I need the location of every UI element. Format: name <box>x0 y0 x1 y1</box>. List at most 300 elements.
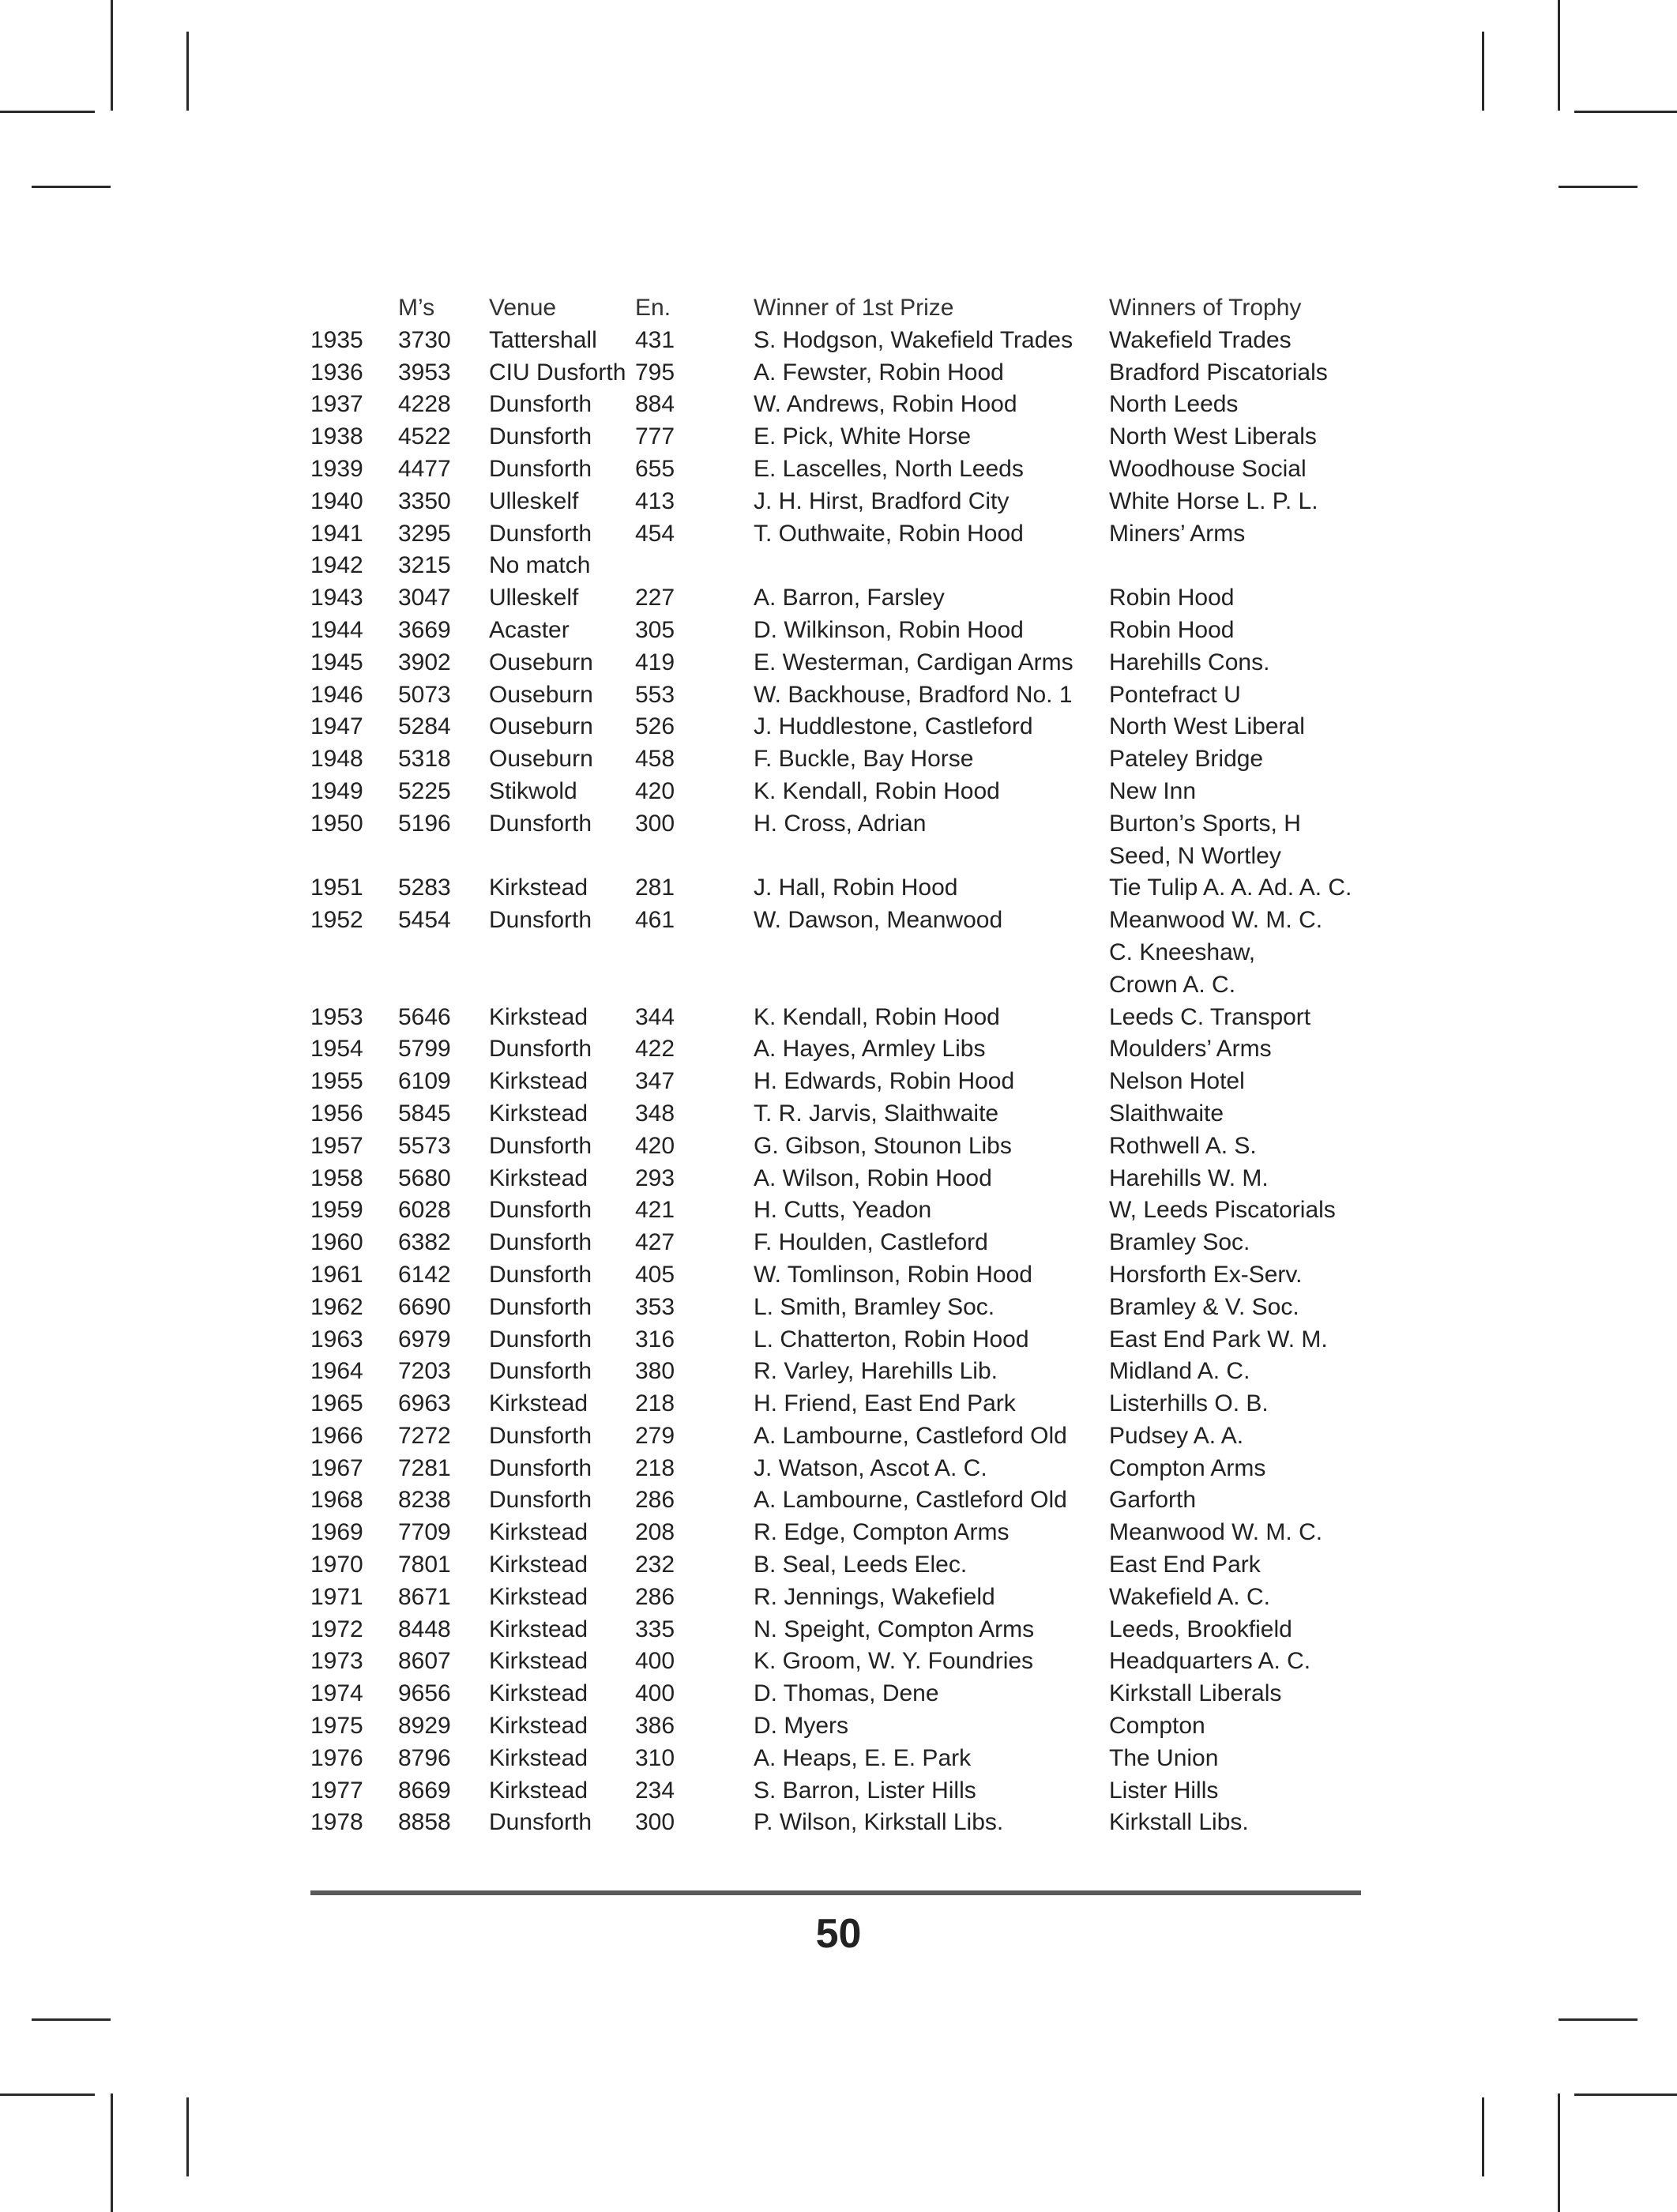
year-cell: 1946 <box>310 681 363 708</box>
trophy-cell: Moulders’ Arms <box>1109 1036 1272 1063</box>
table-row <box>310 1549 1369 1582</box>
ms-cell: 7203 <box>398 1358 451 1385</box>
table-row <box>310 1420 1369 1453</box>
crop-mark <box>1482 32 1484 111</box>
venue-cell: Dunsforth <box>489 1036 592 1063</box>
trophy-cell: Midland A. C. <box>1109 1358 1250 1385</box>
trophy-cell: Tie Tulip A. A. Ad. A. C. <box>1109 875 1352 901</box>
winner-cell: T. Outhwaite, Robin Hood <box>754 520 1024 547</box>
ms-cell: 8669 <box>398 1777 451 1804</box>
table-row <box>310 841 1369 873</box>
table-row <box>310 969 1369 1002</box>
ms-cell: 8929 <box>398 1713 451 1740</box>
year-cell: 1968 <box>310 1487 363 1514</box>
trophy-cell: Pontefract U <box>1109 681 1241 708</box>
ms-cell: 9656 <box>398 1680 451 1707</box>
year-cell: 1947 <box>310 713 363 740</box>
winner-cell: A. Wilson, Robin Hood <box>754 1164 992 1191</box>
table-row <box>310 325 1369 357</box>
crop-mark <box>1559 2018 1638 2021</box>
crop-mark <box>186 32 189 111</box>
entries-cell: 234 <box>635 1777 675 1804</box>
winner-cell: E. Lascelles, North Leeds <box>754 455 1024 482</box>
entries-cell: 347 <box>635 1068 675 1095</box>
table-row <box>310 1743 1369 1775</box>
ms-cell: 5454 <box>398 907 451 934</box>
year-cell: 1958 <box>310 1164 363 1191</box>
table-row <box>310 1194 1369 1227</box>
trophy-cell: W, Leeds Piscatorials <box>1109 1197 1336 1224</box>
trophy-cell: Bramley Soc. <box>1109 1229 1250 1256</box>
ms-cell: 5680 <box>398 1164 451 1191</box>
crop-mark <box>0 111 95 113</box>
venue-cell: Dunsforth <box>489 1261 592 1288</box>
year-cell: 1935 <box>310 326 363 353</box>
winner-cell: D. Thomas, Dene <box>754 1680 939 1707</box>
entries-cell: 227 <box>635 585 675 611</box>
venue-cell: Kirkstead <box>489 1680 588 1707</box>
trophy-cell: Pateley Bridge <box>1109 746 1264 773</box>
winner-cell: F. Buckle, Bay Horse <box>754 746 974 773</box>
trophy-cell: C. Kneeshaw, <box>1109 939 1256 965</box>
ms-cell: 5845 <box>398 1100 451 1127</box>
ms-cell: 8796 <box>398 1744 451 1771</box>
trophy-cell: Slaithwaite <box>1109 1100 1224 1127</box>
venue-cell: Dunsforth <box>489 1809 592 1836</box>
trophy-cell: Burton’s Sports, H <box>1109 810 1301 837</box>
trophy-cell: New Inn <box>1109 777 1197 804</box>
year-cell: 1974 <box>310 1680 363 1707</box>
table-row <box>310 389 1369 421</box>
table-row <box>310 1453 1369 1485</box>
trophy-cell: Headquarters A. C. <box>1109 1648 1311 1675</box>
entries-cell: 454 <box>635 520 675 547</box>
venue-cell: Acaster <box>489 616 570 643</box>
ms-cell: 8448 <box>398 1616 451 1642</box>
year-cell: 1942 <box>310 552 363 579</box>
trophy-cell: Garforth <box>1109 1487 1197 1514</box>
year-cell: 1943 <box>310 585 363 611</box>
venue-cell: Dunsforth <box>489 1293 592 1320</box>
winner-cell: A. Hayes, Armley Libs <box>754 1036 986 1063</box>
column-header-venue: Venue <box>489 295 557 321</box>
ms-cell: 6382 <box>398 1229 451 1256</box>
entries-cell: 413 <box>635 487 675 514</box>
trophy-cell: The Union <box>1109 1744 1219 1771</box>
venue-cell: Ouseburn <box>489 746 593 773</box>
winner-cell: H. Friend, East End Park <box>754 1390 1016 1417</box>
table-row <box>310 1517 1369 1549</box>
trophy-cell: Pudsey A. A. <box>1109 1422 1244 1449</box>
trophy-cell: East End Park <box>1109 1552 1261 1578</box>
trophy-cell: Wakefield A. C. <box>1109 1583 1270 1610</box>
venue-cell: Dunsforth <box>489 1358 592 1385</box>
winner-cell: A. Lambourne, Castleford Old <box>754 1487 1067 1514</box>
entries-cell: 316 <box>635 1326 675 1352</box>
ms-cell: 7281 <box>398 1454 451 1481</box>
table-row <box>310 808 1369 841</box>
year-cell: 1971 <box>310 1583 363 1610</box>
ms-cell: 6979 <box>398 1326 451 1352</box>
winner-cell: D. Myers <box>754 1713 848 1740</box>
ms-cell: 4522 <box>398 423 451 450</box>
year-cell: 1960 <box>310 1229 363 1256</box>
year-cell: 1969 <box>310 1519 363 1546</box>
year-cell: 1959 <box>310 1197 363 1224</box>
entries-cell: 420 <box>635 777 675 804</box>
venue-cell: Kirkstead <box>489 1713 588 1740</box>
winner-cell: K. Groom, W. Y. Foundries <box>754 1648 1034 1675</box>
winner-cell: H. Cross, Adrian <box>754 810 927 837</box>
venue-cell: Kirkstead <box>489 1164 588 1191</box>
ms-cell: 5646 <box>398 1003 451 1030</box>
trophy-cell: Harehills W. M. <box>1109 1164 1269 1191</box>
year-cell: 1953 <box>310 1003 363 1030</box>
table-row <box>310 1066 1369 1098</box>
crop-mark <box>32 186 111 188</box>
ms-cell: 5318 <box>398 746 451 773</box>
year-cell: 1967 <box>310 1454 363 1481</box>
year-cell: 1957 <box>310 1132 363 1159</box>
column-header-trophy: Winners of Trophy <box>1109 295 1302 321</box>
crop-mark <box>1574 2094 1677 2096</box>
ms-cell: 5284 <box>398 713 451 740</box>
venue-cell: Dunsforth <box>489 423 592 450</box>
ms-cell: 7709 <box>398 1519 451 1546</box>
table-row <box>310 743 1369 776</box>
trophy-cell: Rothwell A. S. <box>1109 1132 1257 1159</box>
ms-cell: 5573 <box>398 1132 451 1159</box>
table-row <box>310 1614 1369 1646</box>
venue-cell: Kirkstead <box>489 1552 588 1578</box>
entries-cell: 380 <box>635 1358 675 1385</box>
trophy-cell: Nelson Hotel <box>1109 1068 1245 1095</box>
entries-cell: 300 <box>635 1809 675 1836</box>
venue-cell: Dunsforth <box>489 1132 592 1159</box>
entries-cell: 553 <box>635 681 675 708</box>
winner-cell: E. Westerman, Cardigan Arms <box>754 649 1074 675</box>
winner-cell: W. Backhouse, Bradford No. 1 <box>754 681 1073 708</box>
winner-cell: D. Wilkinson, Robin Hood <box>754 616 1024 643</box>
year-cell: 1938 <box>310 423 363 450</box>
winner-cell: A. Barron, Farsley <box>754 585 945 611</box>
venue-cell: Ulleskelf <box>489 585 579 611</box>
table-row <box>310 937 1369 969</box>
winner-cell: A. Heaps, E. E. Park <box>754 1744 972 1771</box>
table-row <box>310 1388 1369 1420</box>
winner-cell: S. Barron, Lister Hills <box>754 1777 976 1804</box>
entries-cell: 461 <box>635 907 675 934</box>
table-row <box>310 711 1369 743</box>
entries-cell: 232 <box>635 1552 675 1578</box>
winner-cell: L. Chatterton, Robin Hood <box>754 1326 1029 1352</box>
crop-mark <box>1558 2094 1560 2212</box>
ms-cell: 5225 <box>398 777 451 804</box>
winner-cell: W. Andrews, Robin Hood <box>754 391 1017 418</box>
ms-cell: 4228 <box>398 391 451 418</box>
venue-cell: Dunsforth <box>489 1454 592 1481</box>
winner-cell: L. Smith, Bramley Soc. <box>754 1293 995 1320</box>
venue-cell: Kirkstead <box>489 1777 588 1804</box>
trophy-cell: Horsforth Ex-Serv. <box>1109 1261 1303 1288</box>
entries-cell: 405 <box>635 1261 675 1288</box>
winner-cell: R. Varley, Harehills Lib. <box>754 1358 998 1385</box>
ms-cell: 6109 <box>398 1068 451 1095</box>
year-cell: 1940 <box>310 487 363 514</box>
winner-cell: J. H. Hirst, Bradford City <box>754 487 1010 514</box>
trophy-cell: Bradford Piscatorials <box>1109 359 1328 386</box>
winner-cell: K. Kendall, Robin Hood <box>754 777 1000 804</box>
venue-cell: Dunsforth <box>489 1422 592 1449</box>
entries-cell: 208 <box>635 1519 675 1546</box>
venue-cell: Dunsforth <box>489 1229 592 1256</box>
venue-cell: Kirkstead <box>489 1648 588 1675</box>
entries-cell: 458 <box>635 746 675 773</box>
ms-cell: 3953 <box>398 359 451 386</box>
column-header-row <box>310 292 1369 325</box>
crop-mark <box>32 2018 111 2021</box>
venue-cell: Ouseburn <box>489 649 593 675</box>
table-row <box>310 1002 1369 1034</box>
trophy-cell: Kirkstall Liberals <box>1109 1680 1282 1707</box>
winner-cell: A. Fewster, Robin Hood <box>754 359 1004 386</box>
trophy-cell: Leeds C. Transport <box>1109 1003 1311 1030</box>
venue-cell: Dunsforth <box>489 1197 592 1224</box>
table-row <box>310 582 1369 615</box>
entries-cell: 286 <box>635 1487 675 1514</box>
winner-cell: K. Kendall, Robin Hood <box>754 1003 1000 1030</box>
year-cell: 1964 <box>310 1358 363 1385</box>
table-row <box>310 1033 1369 1066</box>
trophy-cell: North Leeds <box>1109 391 1239 418</box>
entries-cell: 218 <box>635 1390 675 1417</box>
trophy-cell: Compton <box>1109 1713 1205 1740</box>
entries-cell: 400 <box>635 1680 675 1707</box>
venue-cell: Kirkstead <box>489 1583 588 1610</box>
trophy-cell: Compton Arms <box>1109 1454 1266 1481</box>
winner-cell: B. Seal, Leeds Elec. <box>754 1552 968 1578</box>
winner-cell: P. Wilson, Kirkstall Libs. <box>754 1809 1004 1836</box>
table-row <box>310 905 1369 937</box>
trophy-cell: Leeds, Brookfield <box>1109 1616 1292 1642</box>
trophy-cell: Woodhouse Social <box>1109 455 1307 482</box>
trophy-cell: Robin Hood <box>1109 616 1235 643</box>
venue-cell: Dunsforth <box>489 455 592 482</box>
trophy-cell: Wakefield Trades <box>1109 326 1292 353</box>
winner-cell: E. Pick, White Horse <box>754 423 972 450</box>
year-cell: 1941 <box>310 520 363 547</box>
trophy-cell: Listerhills O. B. <box>1109 1390 1269 1417</box>
entries-cell: 526 <box>635 713 675 740</box>
table-row <box>310 1098 1369 1130</box>
winner-cell: J. Watson, Ascot A. C. <box>754 1454 987 1481</box>
entries-cell: 353 <box>635 1293 675 1320</box>
year-cell: 1949 <box>310 777 363 804</box>
year-cell: 1952 <box>310 907 363 934</box>
ms-cell: 8238 <box>398 1487 451 1514</box>
ms-cell: 6690 <box>398 1293 451 1320</box>
ms-cell: 3902 <box>398 649 451 675</box>
ms-cell: 5283 <box>398 875 451 901</box>
venue-cell: Kirkstead <box>489 1100 588 1127</box>
venue-cell: Ouseburn <box>489 713 593 740</box>
table-row <box>310 1259 1369 1292</box>
table-row <box>310 1678 1369 1710</box>
entries-cell: 431 <box>635 326 675 353</box>
year-cell: 1944 <box>310 616 363 643</box>
ms-cell: 4477 <box>398 455 451 482</box>
trophy-cell: Lister Hills <box>1109 1777 1219 1804</box>
table-row <box>310 1292 1369 1324</box>
winner-cell: H. Edwards, Robin Hood <box>754 1068 1015 1095</box>
venue-cell: Kirkstead <box>489 1616 588 1642</box>
ms-cell: 7272 <box>398 1422 451 1449</box>
year-cell: 1945 <box>310 649 363 675</box>
venue-cell: Dunsforth <box>489 810 592 837</box>
table-row <box>310 518 1369 551</box>
venue-cell: Kirkstead <box>489 1519 588 1546</box>
crop-mark <box>111 2094 113 2212</box>
table-row <box>310 1646 1369 1678</box>
year-cell: 1977 <box>310 1777 363 1804</box>
trophy-cell: North West Liberals <box>1109 423 1317 450</box>
venue-cell: Dunsforth <box>489 1326 592 1352</box>
ms-cell: 3215 <box>398 552 451 579</box>
trophy-cell: White Horse L. P. L. <box>1109 487 1318 514</box>
entries-cell: 310 <box>635 1744 675 1771</box>
ms-cell: 6142 <box>398 1261 451 1288</box>
trophy-cell: Harehills Cons. <box>1109 649 1270 675</box>
trophy-cell: Miners’ Arms <box>1109 520 1246 547</box>
table-row <box>310 872 1369 905</box>
entries-cell: 422 <box>635 1036 675 1063</box>
trophy-cell: Bramley & V. Soc. <box>1109 1293 1299 1320</box>
venue-cell: Kirkstead <box>489 1744 588 1771</box>
entries-cell: 218 <box>635 1454 675 1481</box>
ms-cell: 5799 <box>398 1036 451 1063</box>
ms-cell: 6963 <box>398 1390 451 1417</box>
year-cell: 1939 <box>310 455 363 482</box>
ms-cell: 8607 <box>398 1648 451 1675</box>
trophy-cell: Meanwood W. M. C. <box>1109 1519 1323 1546</box>
table-row <box>310 1710 1369 1743</box>
year-cell: 1978 <box>310 1809 363 1836</box>
venue-cell: Ulleskelf <box>489 487 579 514</box>
entries-cell: 286 <box>635 1583 675 1610</box>
table-row <box>310 421 1369 453</box>
venue-cell: Dunsforth <box>489 907 592 934</box>
table-row <box>310 486 1369 518</box>
winner-cell: J. Huddlestone, Castleford <box>754 713 1033 740</box>
entries-cell: 655 <box>635 455 675 482</box>
table-row <box>310 776 1369 808</box>
year-cell: 1970 <box>310 1552 363 1578</box>
ms-cell: 6028 <box>398 1197 451 1224</box>
winner-cell: R. Jennings, Wakefield <box>754 1583 995 1610</box>
winner-cell: J. Hall, Robin Hood <box>754 875 958 901</box>
trophy-cell: East End Park W. M. <box>1109 1326 1328 1352</box>
table-row <box>310 647 1369 679</box>
entries-cell: 279 <box>635 1422 675 1449</box>
year-cell: 1972 <box>310 1616 363 1642</box>
entries-cell: 386 <box>635 1713 675 1740</box>
crop-mark <box>1482 2097 1484 2176</box>
table-row <box>310 357 1369 389</box>
venue-cell: CIU Dusforth <box>489 359 626 386</box>
winner-cell: S. Hodgson, Wakefield Trades <box>754 326 1074 353</box>
ms-cell: 3350 <box>398 487 451 514</box>
page-number: 50 <box>815 1911 862 1957</box>
trophy-cell: North West Liberal <box>1109 713 1305 740</box>
venue-cell: Dunsforth <box>489 520 592 547</box>
records-table <box>310 292 1369 1839</box>
year-cell: 1965 <box>310 1390 363 1417</box>
ms-cell: 3669 <box>398 616 451 643</box>
crop-mark <box>0 2094 95 2096</box>
winner-cell: A. Lambourne, Castleford Old <box>754 1422 1067 1449</box>
venue-cell: Kirkstead <box>489 1068 588 1095</box>
entries-cell: 293 <box>635 1164 675 1191</box>
crop-mark <box>186 2097 189 2176</box>
venue-cell: Kirkstead <box>489 1003 588 1030</box>
trophy-cell: Robin Hood <box>1109 585 1235 611</box>
column-header-entries: En. <box>635 295 671 321</box>
crop-mark <box>1558 0 1560 111</box>
trophy-cell: Kirkstall Libs. <box>1109 1809 1249 1836</box>
entries-cell: 427 <box>635 1229 675 1256</box>
year-cell: 1954 <box>310 1036 363 1063</box>
year-cell: 1955 <box>310 1068 363 1095</box>
trophy-cell: Crown A. C. <box>1109 971 1236 998</box>
year-cell: 1975 <box>310 1713 363 1740</box>
winner-cell: R. Edge, Compton Arms <box>754 1519 1010 1546</box>
table-row <box>310 679 1369 712</box>
ms-cell: 3730 <box>398 326 451 353</box>
year-cell: 1961 <box>310 1261 363 1288</box>
year-cell: 1962 <box>310 1293 363 1320</box>
winner-cell: N. Speight, Compton Arms <box>754 1616 1035 1642</box>
entries-cell: 421 <box>635 1197 675 1224</box>
table-row <box>310 453 1369 486</box>
table-row <box>310 1582 1369 1614</box>
crop-mark <box>111 0 113 111</box>
crop-mark <box>1574 111 1677 113</box>
winner-cell: W. Tomlinson, Robin Hood <box>754 1261 1032 1288</box>
entries-cell: 400 <box>635 1648 675 1675</box>
year-cell: 1936 <box>310 359 363 386</box>
year-cell: 1966 <box>310 1422 363 1449</box>
entries-cell: 884 <box>635 391 675 418</box>
ms-cell: 5073 <box>398 681 451 708</box>
year-cell: 1976 <box>310 1744 363 1771</box>
ms-cell: 7801 <box>398 1552 451 1578</box>
entries-cell: 348 <box>635 1100 675 1127</box>
table-row <box>310 550 1369 582</box>
winner-cell: H. Cutts, Yeadon <box>754 1197 932 1224</box>
entries-cell: 281 <box>635 875 675 901</box>
table-row <box>310 1227 1369 1259</box>
year-cell: 1948 <box>310 746 363 773</box>
table-row <box>310 1356 1369 1388</box>
entries-cell: 795 <box>635 359 675 386</box>
venue-cell: Dunsforth <box>489 1487 592 1514</box>
year-cell: 1963 <box>310 1326 363 1352</box>
table-row <box>310 1807 1369 1839</box>
column-header-winner: Winner of 1st Prize <box>754 295 954 321</box>
winner-cell: G. Gibson, Stounon Libs <box>754 1132 1012 1159</box>
table-row <box>310 1163 1369 1195</box>
year-cell: 1937 <box>310 391 363 418</box>
